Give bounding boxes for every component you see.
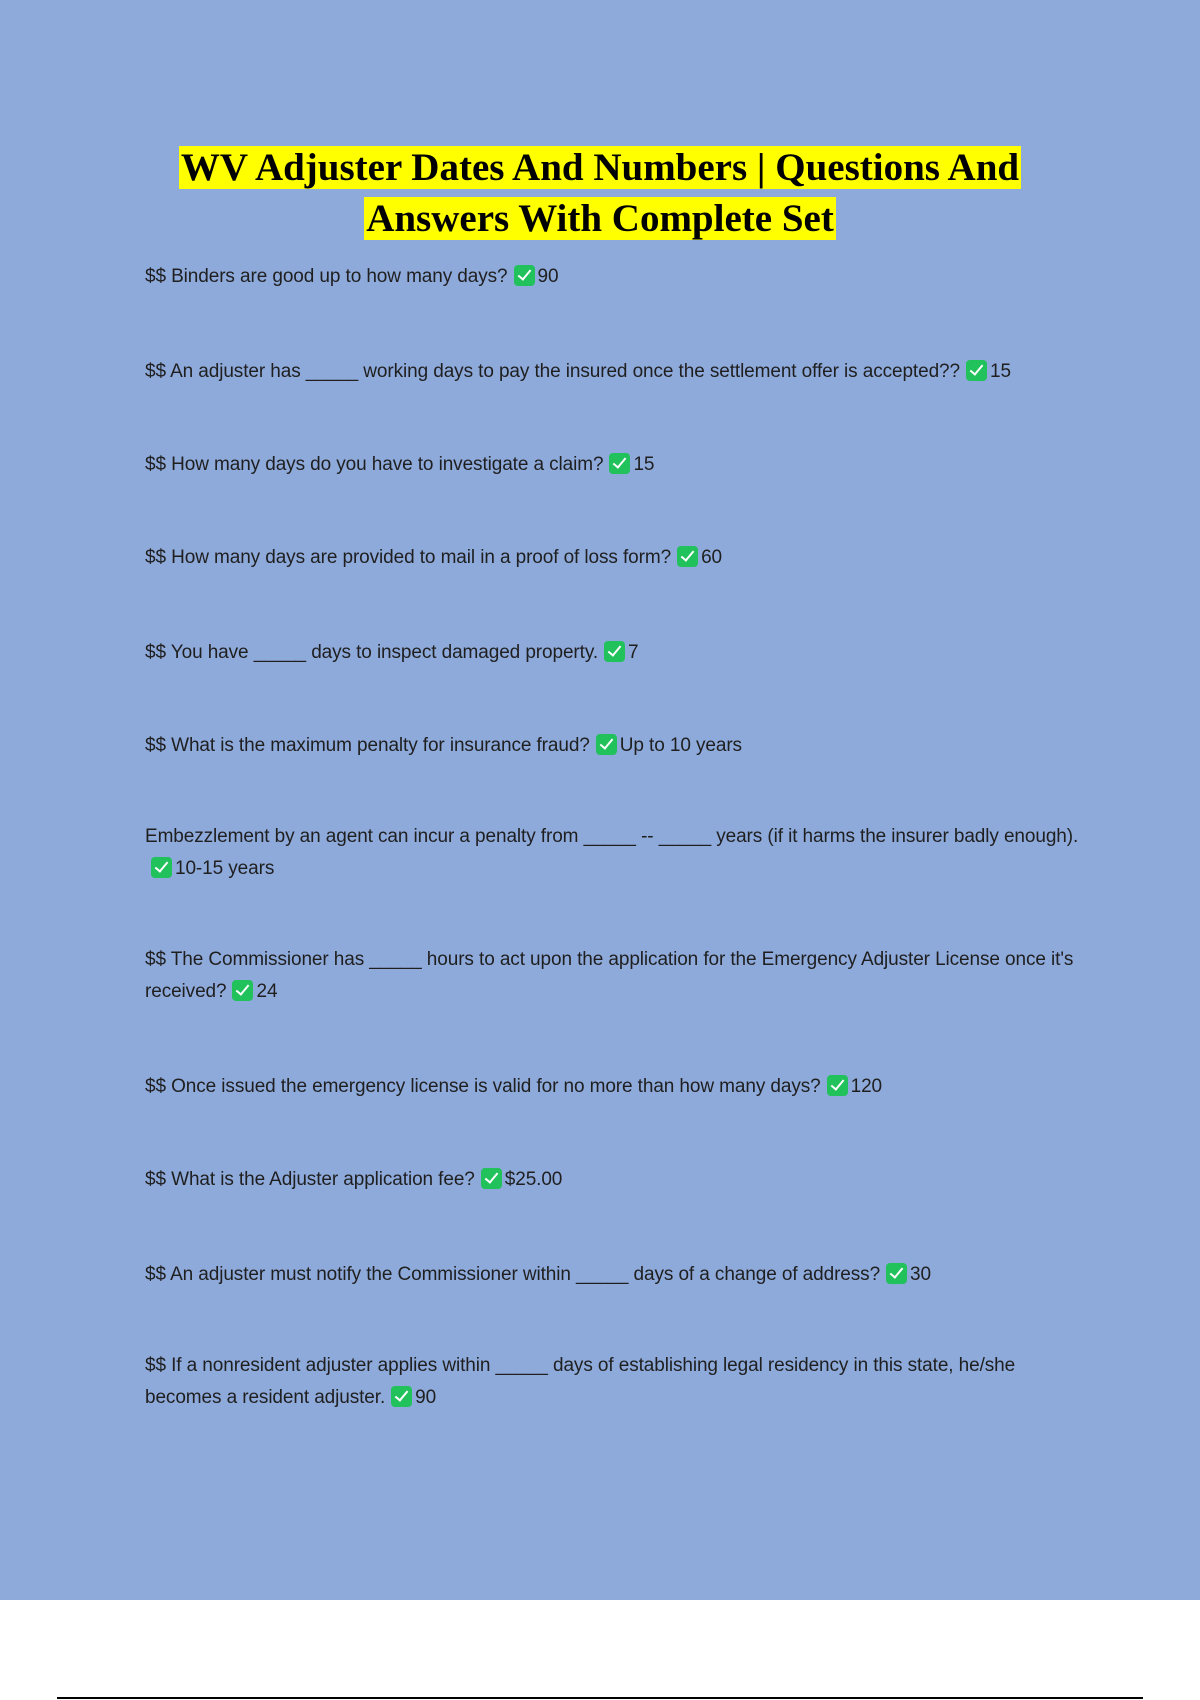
qa-item	[145, 821, 1085, 885]
check-mark-icon	[827, 1075, 848, 1096]
check-mark-icon	[609, 453, 630, 474]
qa-item	[145, 944, 1085, 1008]
answer-text: 15	[989, 361, 1011, 382]
qa-item	[145, 542, 1085, 574]
question-text: $$ What is the maximum penalty for insurance fraud?	[145, 735, 590, 756]
answer-text: Up to 10 years	[619, 735, 742, 756]
answer-text: 7	[628, 642, 639, 663]
check-mark-icon	[514, 265, 535, 286]
answer-text: 90	[537, 266, 559, 287]
question-text: $$ The Commissioner has _____ hours to act upon the application for the Emergency Adjuster License once it's received?	[145, 949, 1074, 1002]
check-mark-icon	[391, 1386, 412, 1407]
qa-item	[145, 1071, 1085, 1103]
bottom-divider	[57, 1697, 1143, 1699]
document-title	[0, 142, 1200, 244]
answer-text: 60	[701, 547, 722, 568]
question-text: $$ How many days do you have to investigate a claim?	[145, 454, 604, 475]
question-text: $$ What is the Adjuster application fee?	[145, 1169, 475, 1190]
qa-item	[145, 730, 1085, 762]
qa-item	[145, 1164, 1085, 1196]
question-text: Embezzlement by an agent can incur a penalty from _____ -- _____ years (if it harms the insurer badly enough).	[145, 826, 1079, 847]
qa-item	[145, 261, 1085, 293]
qa-item	[145, 1259, 1085, 1291]
question-text: $$ How many days are provided to mail in a proof of loss form?	[145, 547, 672, 568]
check-mark-icon	[677, 546, 698, 567]
answer-text: $25.00	[504, 1169, 563, 1190]
qa-item	[145, 637, 1085, 669]
answer-text: 15	[633, 454, 655, 475]
answer-text: 120	[850, 1076, 883, 1097]
question-text: $$ An adjuster must notify the Commissioner within _____ days of a change of address?	[145, 1264, 881, 1285]
check-mark-icon	[151, 857, 172, 878]
check-mark-icon	[481, 1168, 502, 1189]
qa-item	[145, 1350, 1085, 1414]
answer-text: 10-15 years	[175, 858, 275, 879]
question-text: $$ Once issued the emergency license is valid for no more than how many days?	[145, 1076, 821, 1097]
question-text: $$ An adjuster has _____ working days to pay the insured once the settlement offer is accepted??	[145, 361, 960, 382]
question-text: $$ If a nonresident adjuster applies within _____ days of establishing legal residency in this state, he/she becomes a resident adjuster.	[145, 1355, 1016, 1408]
answer-text: 24	[256, 981, 278, 1002]
check-mark-icon	[966, 360, 987, 381]
qa-item	[145, 449, 1085, 481]
title-line-2: Answers With Complete Set	[366, 197, 834, 240]
title-line-1: WV Adjuster Dates And Numbers | Questions And	[180, 146, 1020, 189]
answer-text: 90	[415, 1387, 437, 1408]
check-mark-icon	[232, 980, 253, 1001]
check-mark-icon	[604, 641, 625, 662]
check-mark-icon	[596, 734, 617, 755]
question-text: $$ You have _____ days to inspect damaged property.	[145, 642, 598, 663]
check-mark-icon	[886, 1263, 907, 1284]
answer-text: 30	[910, 1264, 931, 1285]
qa-item	[145, 356, 1085, 388]
question-text: $$ Binders are good up to how many days?	[145, 266, 508, 287]
